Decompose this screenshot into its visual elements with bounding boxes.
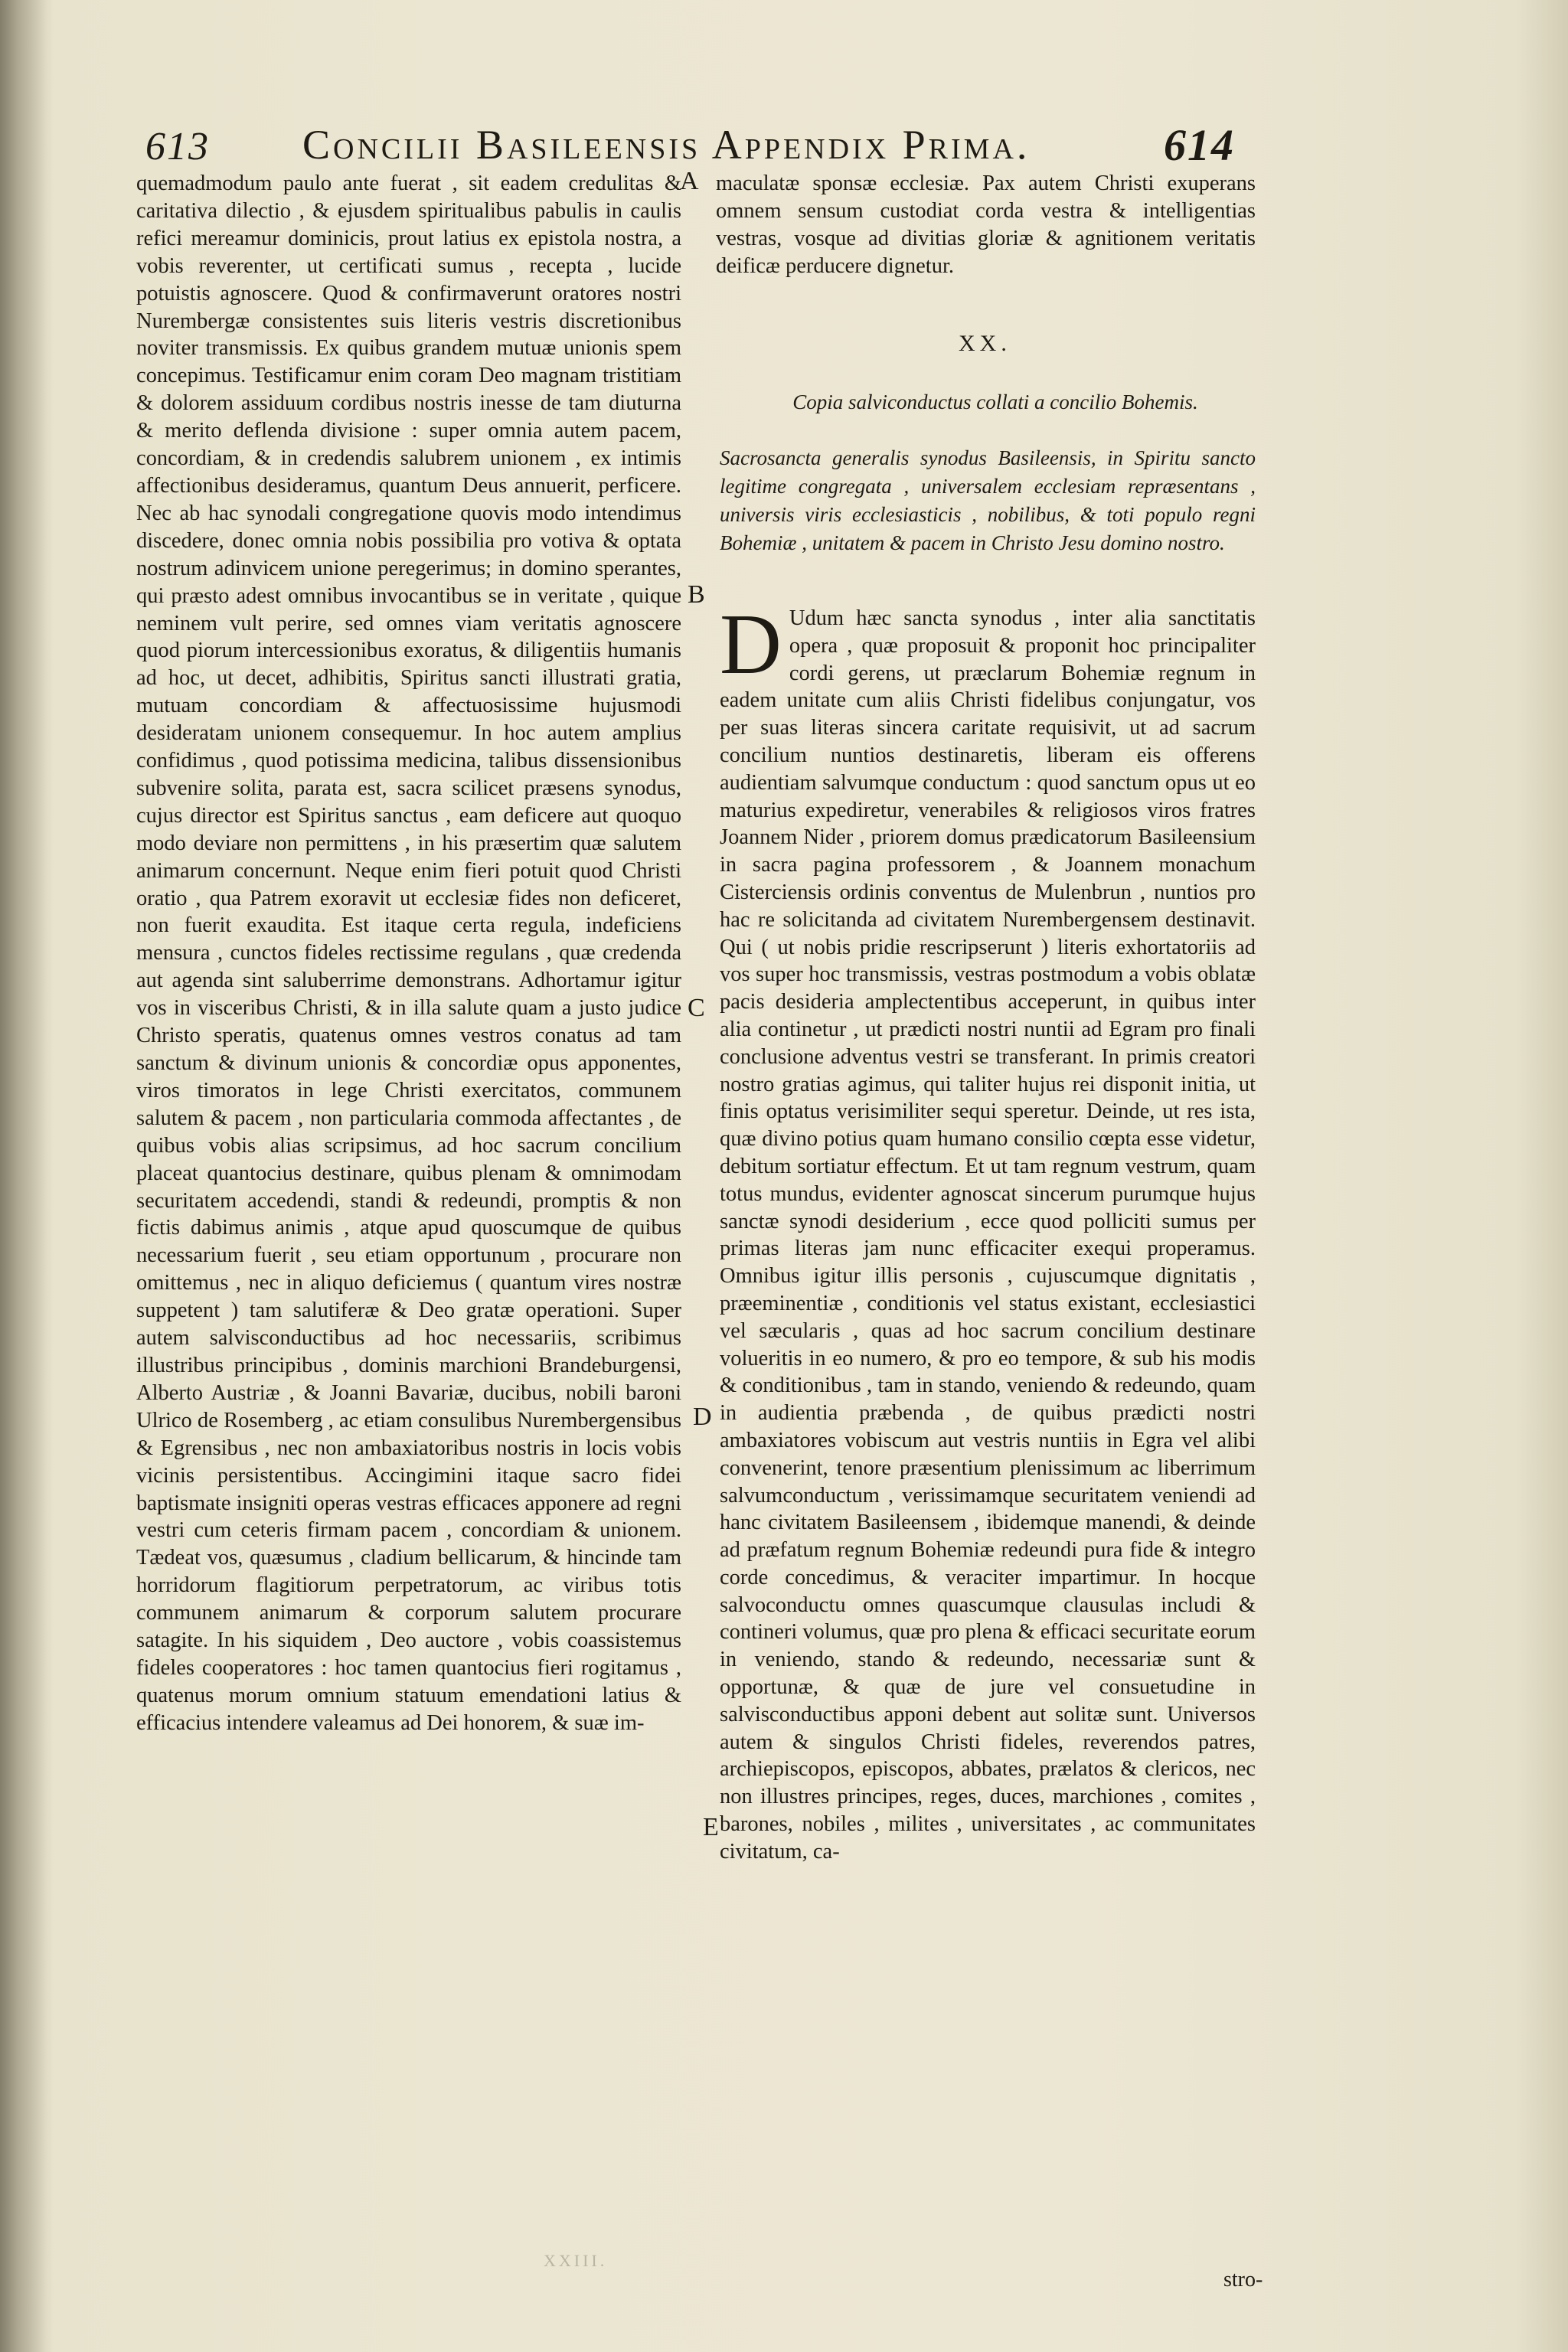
margin-letter-b: B bbox=[688, 580, 705, 609]
margin-letter-c: C bbox=[688, 994, 705, 1022]
right-body-text: Udum hæc sancta synodus , inter alia sanctitatis opera , quæ proposuit & proponit hoc principaliter cordi gerens, ut præclarum Bohemiæ regnum in eadem unitate cum aliis Christi fidelibus conjungatur, vos per suas literas sincera caritate requisivit, ut ad sacrum concilium nuntios destinaretis, liberam eis offerens audientiam salvumque conductum : quod sanctum opus ut eo maturius expediretur, venerabiles & religiosos viros fratres Joannem Nider , priorem domus prædicatorum Basileensium in sacra pagina professorem , & Joannem monachum Cisterciensis ordinis conventus de Mulenbrun , nuntios pro hac re solicitanda ad civitatem Nurembergensem destinavit. Qui ( ut nobis pridie rescripserunt ) literis exhortatoriis ad vos super hoc transmissis, vestras postmodum a vobis oblatæ pacis desideria amplectentibus acceperunt, in quibus inter alia continetur , ut prædicti nostri nuntii ad Egram pro finali conclusione adventus vestri se transferant. In primis creatori nostro gratias agimus, qui taliter hujus rei disponit initia, ut finis optatus verisimiliter sequi speretur. Deinde, ut res ista, quæ divino potius quam humano consilio cœpta esse videtur, debitum sortiatur effectum. Et ut tam regnum vestrum, quam totus mundus, evidenter agnoscat sincerum purumque hujus sanctæ synodi desiderium , ecce quod polliciti sumus per primas literas jam nunc efficaciter exequi properamus. Omnibus igitur illis personis , cujuscumque dignitatis , præeminentiæ , conditionis vel status existant, ecclesiastici vel sæcularis , quas ad hoc sacrum concilium destinare volueritis in eo numero, & pro eo tempore, & sub his modis & conditionibus , tam in stando, veniendo & redeundo, quam in audientia præbenda , de quibus prædicti nostri ambaxiatores vobiscum aut vestris nuntiis in Egra vel alibi convenerint, tenore præsentium plenissimum ac liberrimum salvumconductum , verissimamque securitatem veniendi ad hanc civitatem Basileensem , ibidemque manendi, & deinde ad præfatum regnum Bohemiæ redeundi pura fide & integro corde concedimus, & veraciter impartimur. In hocque salvoconductu omnes quascumque clausulas includi & contineri volumus, quæ pro plena & efficaci securitate eorum in veniendo, stando & redeundo, necessariæ sunt & opportunæ, & quæ de jure vel consuetudine in salvisconductibus apponi debent aut solitæ sunt. Universos autem & singulos Christi fideles, reverendos patres, archiepiscopos, episcopos, abbates, prælatos & clericos, nec non illustres principes, reges, duces, marchiones , comites , barones, nobiles , milites , universitates , ac communitates civitatum, ca- bbox=[720, 606, 1256, 1864]
right-intro-text: maculatæ sponsæ ecclesiæ. Pax autem Christi exuperans omnem sensum custodiat corda vestra & intelligentias vestras, vosque ad divitias gloriæ & agnitionem veritatis deificæ perducere dignetur. bbox=[716, 172, 1256, 278]
left-column bbox=[136, 170, 681, 1737]
page-number-right: 614 bbox=[1164, 120, 1235, 170]
margin-letter-e: E bbox=[703, 1813, 719, 1841]
faint-stamp: XXIII. bbox=[544, 2251, 608, 2270]
section-title: Copia salviconductus collati a concilio Bohemis. bbox=[792, 390, 1198, 413]
margin-letter-d: D bbox=[693, 1403, 712, 1431]
running-title: Concilii Basileensis Appendix Prima. bbox=[302, 122, 1031, 168]
gutter-shadow bbox=[0, 0, 54, 2352]
invocation-paragraph: Sacrosancta generalis synodus Basileensis, in Spiritu sancto legitime congregata , universalem ecclesiam repræsentans , universis viris ecclesiasticis , nobilibus, & toti populo regni Bohemiæ , unitatem & pacem in Christo Jesu domino nostro. bbox=[720, 446, 1256, 554]
right-column-body bbox=[720, 597, 1256, 1866]
margin-letter-a: A bbox=[680, 167, 699, 195]
right-column-intro bbox=[716, 170, 1256, 280]
left-column-text: quemadmodum paulo ante fuerat , sit eadem credulitas & caritativa dilectio , & ejusdem spiritualibus pabulis in caulis refici mereamur dominicis, prout latius ex epistola nostra, a vobis reverenter, ut certificati sumus , recepta , lucide potuistis agnoscere. Quod & confirmaverunt oratores nostri Nurembergæ consistentes suis literis vestris discretionibus noviter transmissis. Ex quibus grandem mutuæ unionis spem concepimus. Testificamur enim coram Deo magnam tristitiam & dolorem assiduum cordibus nostris inesse de tam diuturna & merito deflenda divisione : super omnia autem pacem, concordiam, & in credendis salubrem unionem , ex intimis affectionibus desideramus, quantum Deus annuerit, perficere. Nec ab hac synodali congregatione quovis modo intendimus discedere, donec omnia nobis possibilia pro votiva & optata nostrum adinvicem unione peregerimus; in domino sperantes, qui præsto adest omnibus invocantibus se in veritate , quique neminem vult perire, sed omnes viam veritatis agnoscere quod piorum intercessionibus exoratus, & diligentiis humanis ad hoc, ut decet, adhibitis, Spiritus sancti illustrati gratia, mutuam concordiam & affectuosissime hujusmodi desideratam unionem consequemur. In hoc autem amplius confidimus , quod potissima medicina, talibus dissensionibus subvenire solita, parata est, sacra scilicet præsens synodus, cujus director est Spiritus sanctus , eam deficere aut quoquo modo deviare non permittens , in his præsertim quæ salutem animarum concernunt. Neque enim fieri potuit quod Christi oratio , qua Patrem exoravit ut ecclesiæ fides non deficeret, non fuerit exaudita. Est itaque certa regula, indeficiens mensura , cunctos fideles rectissime regulans , quæ credenda aut agenda sint saluberrime demonstrans. Adhortamur igitur vos in visceribus Christi, & in illa salute quam a justo judice Christo speratis, quatenus omnes vestros conatus ad tam sanctum & divinum unionis & concordiæ opus apponentes, viros timoratos in lege Christi exercitatos, communem salutem & pacem , non particularia commoda affectantes , de quibus vobis alias scripsimus, ad hoc sacrum concilium placeat quantocius destinare, quibus plenam & omnimodam securitatem accedendi, standi & redeundi, promptis & non fictis dabimus animis , atque apud quoscumque de quibus necessarium fuerit , seu etiam opportunum , procurare non omittemus , nec in aliquo deficiemus ( quantum vires nostræ suppetent ) tam salutiferæ & Deo gratæ operationi. Super autem salvisconductibus ad hoc necessariis, scribimus illustribus principibus , dominis marchioni Brandeburgensi, Alberto Austriæ , & Joanni Bavariæ, ducibus, nobili baroni Ulrico de Rosemberg , ac etiam consulibus Nurembergensibus & Egrensibus , nec non ambaxiatoribus nostris in locis vobis vicinis persistentibus. Accingimini itaque sacro fidei baptismate insigniti operas vestras efficaces apponere ad regni vestri cum ceteris firmam pacem , concordiam & unionem. Tædeat vos, quæsumus , cladium bellicarum, & hincinde tam horridorum flagitiorum perpetratorum, ac viribus totis communem animarum & corporum salutem procurare satagite. In his siquidem , Deo auctore , vobis coassistemus fideles cooperatores : hoc tamen quantocius fieri rogitamus , quatenus morum omnium statuum emendationi latius & efficacius intendere valeamus ad Dei honorem, & suæ im- bbox=[136, 172, 681, 1735]
drop-cap: D bbox=[720, 597, 782, 692]
section-number: XX. bbox=[959, 331, 1011, 356]
page-number-left: 613 bbox=[145, 125, 210, 168]
catchword: stro- bbox=[1223, 2268, 1263, 2292]
